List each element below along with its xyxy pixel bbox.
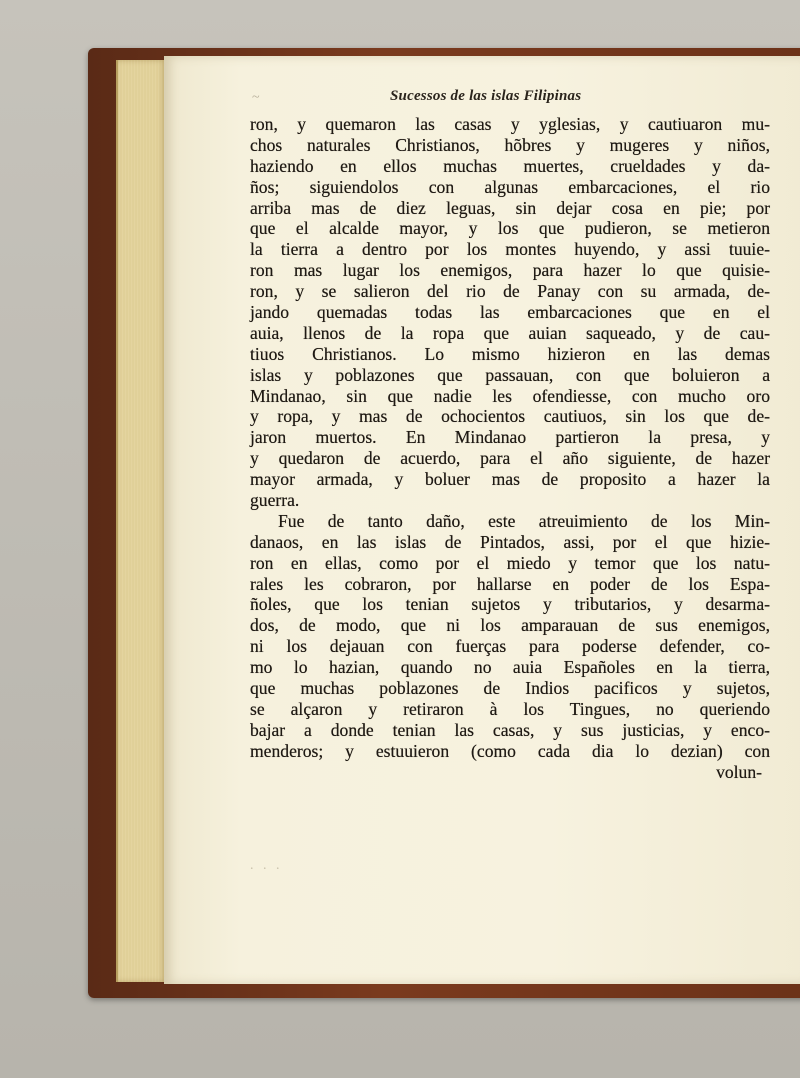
- text-line: arriba mas de diez leguas, sin dejar cosa en pie; por: [250, 197, 770, 218]
- running-head: Sucessos de las islas Filipinas: [390, 88, 582, 104]
- text-line: auia, llenos de la ropa que auian saqueado, y de cau-: [250, 322, 770, 343]
- text-line: danaos, en las islas de Pintados, assi, por el que hizie-: [250, 531, 770, 552]
- catchword: volun-: [716, 761, 762, 782]
- paragraph-end-line: guerra.: [250, 490, 300, 511]
- text-line: ñoles, que los tenian sujetos y tributarios, y desarma-: [250, 594, 770, 615]
- body-text: [250, 114, 770, 783]
- text-line: menderos; y estuuieron (como cada dia lo dezian) con: [250, 740, 770, 761]
- text-line: y ropa, y mas de ochocientos cautiuos, sin los que de-: [250, 406, 770, 427]
- text-line: jaron muertos. En Mindanao partieron la presa, y: [250, 427, 770, 448]
- text-line: tiuos Christianos. Lo mismo hizieron en las demas: [250, 343, 770, 364]
- text-line: mayor armada, y boluer mas de proposito a hazer la: [250, 469, 770, 490]
- text-line: que muchas poblazones de Indios pacificos y sujetos,: [250, 678, 770, 699]
- text-line: chos naturales Christianos, hõbres y mugeres y niños,: [250, 134, 770, 155]
- text-line: y quedaron de acuerdo, para el año siguiente, de hazer: [250, 448, 770, 469]
- text-line: se alçaron y retiraron à los Tingues, no queriendo: [250, 698, 770, 719]
- show-through-marks: . . .: [250, 858, 283, 873]
- text-line: islas y poblazones que passauan, con que boluieron a: [250, 364, 770, 385]
- text-line: ni los dejauan con fuerças para poderse defender, co-: [250, 636, 770, 657]
- text-line: ron, y quemaron las casas y yglesias, y cautiuaron mu-: [250, 114, 770, 134]
- text-line: mo lo hazian, quando no auia Españoles en la tierra,: [250, 657, 770, 678]
- paragraph-start-line: Fue de tanto daño, este atreuimiento de los Min-: [278, 510, 770, 531]
- page-edges: [116, 60, 166, 982]
- text-line: la tierra a dentro por los montes huyendo, y assi tuuie-: [250, 239, 770, 260]
- text-line: dos, de modo, que ni los amparauan de sus enemigos,: [250, 615, 770, 636]
- text-line: Mindanao, sin que nadie les ofendiesse, con mucho oro: [250, 385, 770, 406]
- text-line: ron mas lugar los enemigos, para hazer lo que quisie-: [250, 260, 770, 281]
- text-line: jando quemadas todas las embarcaciones que en el: [250, 302, 770, 323]
- text-line: bajar a donde tenian las casas, y sus justicias, y enco-: [250, 719, 770, 740]
- faded-folio-mark: ~: [252, 90, 260, 105]
- text-line: ños; siguiendolos con algunas embarcaciones, el rio: [250, 176, 770, 197]
- text-line: rales les cobraron, por hallarse en poder de los Espa-: [250, 573, 770, 594]
- text-line: ron en ellas, como por el miedo y temor que los natu-: [250, 552, 770, 573]
- text-line: ron, y se salieron del rio de Panay con su armada, de-: [250, 281, 770, 302]
- text-line: que el alcalde mayor, y los que pudieron, se metieron: [250, 218, 770, 239]
- text-line: haziendo en ellos muchas muertes, crueldades y da-: [250, 155, 770, 176]
